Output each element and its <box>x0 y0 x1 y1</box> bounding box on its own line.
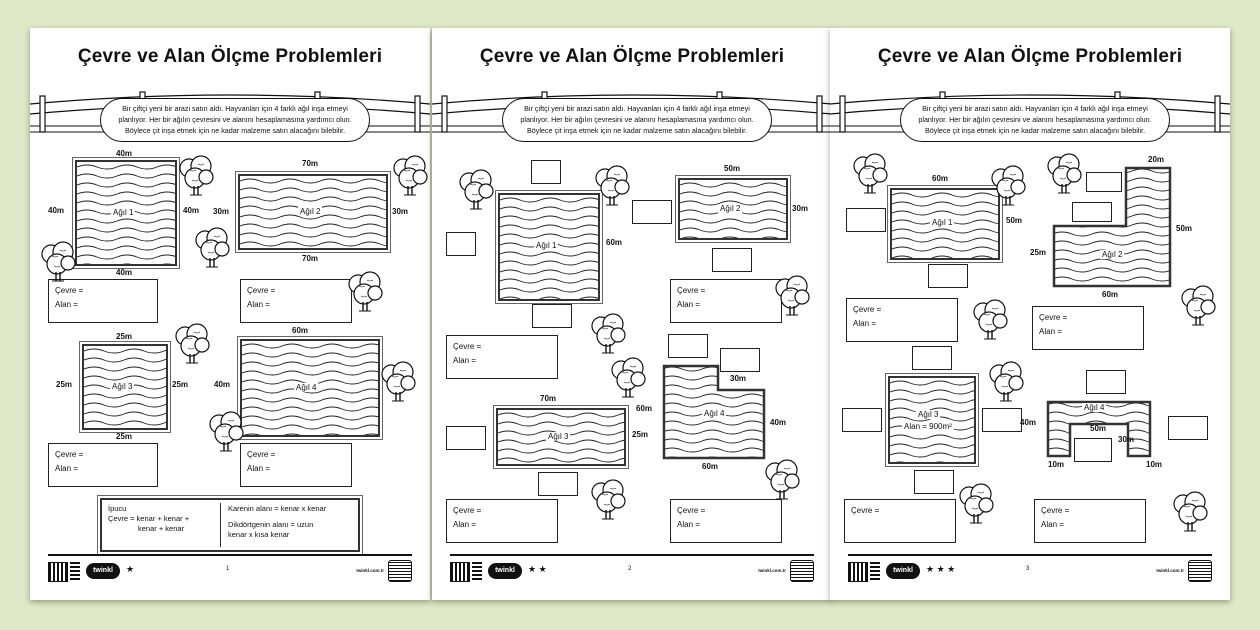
tree-icon <box>176 154 216 196</box>
agil2-label: Ağıl 2 <box>1102 250 1123 259</box>
tree-icon <box>192 226 232 268</box>
qr-code-icon <box>450 562 470 582</box>
page-title: Çevre ve Alan Ölçme Problemleri <box>479 46 785 67</box>
missing-dimension-box[interactable] <box>1168 416 1208 440</box>
agil3-left-dim: 40m <box>1020 418 1037 427</box>
difficulty-stars: ★ <box>126 564 135 574</box>
agil1-top-dim: 60m <box>932 174 949 183</box>
worksheet-page-2 <box>432 28 832 600</box>
agil1-answer-box[interactable]: Çevre = Alan = <box>48 279 158 323</box>
missing-dimension-box[interactable] <box>914 470 954 494</box>
missing-dimension-box[interactable] <box>846 208 886 232</box>
agil2-top-dim: 50m <box>724 164 741 173</box>
twinkl-logo: twinkl <box>886 563 920 579</box>
agil3-top-dim: 70m <box>540 394 557 403</box>
qr-code-icon <box>472 562 482 580</box>
page-footer <box>48 554 412 586</box>
agil1-right-dim: 60m <box>606 238 623 247</box>
agil3-field <box>888 376 976 464</box>
tree-icon <box>1044 152 1084 194</box>
agil2-right-dim: 30m <box>792 204 809 213</box>
agil4-answer-box[interactable]: Çevre = Alan = <box>240 443 352 487</box>
agil2-top-dim: 70m <box>302 159 319 168</box>
agil3-right-dim: 25m <box>172 380 189 389</box>
tree-icon <box>592 164 632 206</box>
agil4-right-dim: 40m <box>770 418 787 427</box>
agil4-notch-dim: 30m <box>730 374 747 383</box>
qr-code-icon <box>870 562 880 580</box>
agil4-answer-box[interactable]: Çevre = Alan = <box>670 499 782 543</box>
missing-dimension-box[interactable] <box>1074 438 1112 462</box>
agil2-answer-box[interactable]: Çevre = Alan = <box>1032 306 1144 350</box>
page-footer <box>848 554 1212 586</box>
agil1-right-dim: 40m <box>183 206 200 215</box>
intro-text: Bir çiftçi yeni bir arazi satın aldı. Hayvanları için 4 farklı ağıl inşa etmeyi planlıyor. Her bir ağılın çevresini ve alanını hesaplamasına yardımcı olun. Böylece çit inşa etmek için ne kadar malzeme satın alacağını bilebilir. <box>502 98 772 142</box>
tree-icon <box>1170 490 1210 532</box>
agil1-left-dim: 40m <box>48 206 65 215</box>
agil3-bottom-dim: 25m <box>116 432 133 441</box>
tree-icon <box>608 356 648 398</box>
site-url: twinkl.com.tr <box>758 568 786 573</box>
agil3-area: Alan = 900m² <box>904 422 952 431</box>
agil2-label: Ağıl 2 <box>720 204 741 213</box>
missing-dimension-box[interactable] <box>1086 370 1126 394</box>
agil2-right-dim: 30m <box>392 207 409 216</box>
agil2-field <box>238 174 388 250</box>
agil1-label: Ağıl 1 <box>932 218 953 227</box>
tree-icon <box>390 154 430 196</box>
difficulty-stars: ★ ★ <box>528 564 547 574</box>
agil2-notch-dim: 20m <box>1148 155 1165 164</box>
agil4-left-dim: 40m <box>214 380 231 389</box>
agil2-left-dim: 25m <box>1030 248 1047 257</box>
agil2-label: Ağıl 2 <box>300 207 321 216</box>
agil3-label: Ağıl 3 <box>918 410 939 419</box>
tree-icon <box>850 152 890 194</box>
agil1-field <box>75 160 177 266</box>
agil4-inner-dim: 50m <box>1090 424 1107 433</box>
missing-dimension-box[interactable] <box>668 334 708 358</box>
agil3-answer-box[interactable]: Çevre = <box>844 499 956 543</box>
agil2-bottom-dim: 70m <box>302 254 319 263</box>
page-title: Çevre ve Alan Ölçme Problemleri <box>877 46 1183 67</box>
agil4-top-dim: 60m <box>292 326 309 335</box>
tree-icon <box>588 478 628 520</box>
missing-dimension-box[interactable] <box>712 248 752 272</box>
qr-code-icon <box>70 562 80 580</box>
tree-icon <box>970 298 1010 340</box>
tree-icon <box>762 458 802 500</box>
missing-dimension-box[interactable] <box>531 160 561 184</box>
tree-icon <box>378 360 418 402</box>
agil3-field <box>496 408 626 466</box>
twinkl-logo: twinkl <box>86 563 120 579</box>
worksheet-page-3 <box>830 28 1230 600</box>
tree-icon <box>1178 284 1218 326</box>
tree-icon <box>172 322 212 364</box>
agil1-field <box>890 188 1000 260</box>
agil3-top-dim: 25m <box>116 332 133 341</box>
tree-icon <box>956 482 996 524</box>
badge-icon <box>1188 560 1212 582</box>
hint-divider <box>220 503 221 547</box>
agil2-right-dim: 50m <box>1176 224 1193 233</box>
tree-icon <box>206 410 246 452</box>
twinkl-logo: twinkl <box>488 563 522 579</box>
tree-icon <box>345 270 385 312</box>
missing-dimension-box[interactable] <box>532 304 572 328</box>
agil1-answer-box[interactable]: Çevre = Alan = <box>846 298 958 342</box>
agil2-field <box>678 178 788 240</box>
agil2-left-dim: 30m <box>213 207 230 216</box>
missing-dimension-box[interactable] <box>446 426 486 450</box>
agil1-field <box>498 193 600 301</box>
agil3-field <box>82 344 168 430</box>
agil3-answer-box[interactable]: Çevre = Alan = <box>446 499 558 543</box>
agil4-side-dim: 30m <box>1118 435 1135 444</box>
missing-dimension-box[interactable] <box>632 200 672 224</box>
agil4-field <box>240 339 380 437</box>
agil1-right-dim: 50m <box>1006 216 1023 225</box>
tree-icon <box>456 168 496 210</box>
agil1-top-dim: 40m <box>116 149 133 158</box>
agil4-label: Ağıl 4 <box>1084 403 1105 412</box>
site-url: twinkl.com.tr <box>1156 568 1184 573</box>
agil4-left-dim: 60m <box>636 404 653 413</box>
page-number: 3 <box>1026 566 1030 572</box>
agil3-left-dim: 25m <box>56 380 73 389</box>
agil3-label: Ağıl 3 <box>112 382 133 391</box>
tree-icon <box>588 312 628 354</box>
tree-icon <box>772 274 812 316</box>
agil2-answer-box[interactable]: Çevre = Alan = <box>670 279 782 323</box>
missing-dimension-box[interactable] <box>842 408 882 432</box>
missing-dimension-box[interactable] <box>538 472 578 496</box>
site-url: twinkl.com.tr <box>356 568 384 573</box>
tree-icon <box>988 164 1028 206</box>
hint-box: İpucu Çevre = kenar + kenar + kenar + kenar Karenin alanı = kenar x kenar Dikdörtgenin alanı = uzun kenar x kısa kenar <box>100 498 360 552</box>
missing-dimension-box[interactable] <box>446 232 476 256</box>
badge-icon <box>790 560 814 582</box>
agil2-answer-box[interactable]: Çevre = Alan = <box>240 279 352 323</box>
missing-dimension-box[interactable] <box>928 264 968 288</box>
missing-dimension-box[interactable] <box>982 408 1022 432</box>
agil4-label: Ağıl 4 <box>704 409 725 418</box>
agil1-label: Ağıl 1 <box>536 241 557 250</box>
difficulty-stars: ★ ★ ★ <box>926 564 956 574</box>
agil3-label: Ağıl 3 <box>548 432 569 441</box>
intro-text: Bir çiftçi yeni bir arazi satın aldı. Hayvanları için 4 farklı ağıl inşa etmeyi planlıyor. Her bir ağılın çevresini ve alanını hesaplamasına yardımcı olun. Böylece çit inşa etmek için ne kadar malzeme satın alacağını bilebilir. <box>900 98 1170 142</box>
agil1-bottom-dim: 40m <box>116 268 133 277</box>
agil4-bl-dim: 10m <box>1048 460 1065 469</box>
qr-code-icon <box>848 562 868 582</box>
agil4-label: Ağıl 4 <box>296 383 317 392</box>
agil3-right-dim: 25m <box>632 430 649 439</box>
agil1-answer-box[interactable]: Çevre = Alan = <box>446 335 558 379</box>
worksheet-page-1 <box>30 28 430 600</box>
agil3-answer-box[interactable]: Çevre = Alan = <box>48 443 158 487</box>
agil1-label: Ağıl 1 <box>113 208 134 217</box>
intro-text: Bir çiftçi yeni bir arazi satın aldı. Hayvanları için 4 farklı ağıl inşa etmeyi planlıyor. Her bir ağılın çevresini ve alanını hesaplamasına yardımcı olun. Böylece çit inşa etmek için ne kadar malzeme satın alacağını bilebilir. <box>100 98 370 142</box>
agil2-bottom-dim: 60m <box>1102 290 1119 299</box>
page-footer <box>450 554 814 586</box>
agil4-bottom-dim: 60m <box>702 462 719 471</box>
tree-icon <box>38 240 78 282</box>
page-number: 1 <box>226 566 230 572</box>
page-title: Çevre ve Alan Ölçme Problemleri <box>77 46 383 67</box>
badge-icon <box>388 560 412 582</box>
qr-code-icon <box>48 562 68 582</box>
page-number: 2 <box>628 566 632 572</box>
agil4-answer-box[interactable]: Çevre = Alan = <box>1034 499 1146 543</box>
agil4-br-dim: 10m <box>1146 460 1163 469</box>
missing-dimension-box[interactable] <box>912 346 952 370</box>
tree-icon <box>986 360 1026 402</box>
